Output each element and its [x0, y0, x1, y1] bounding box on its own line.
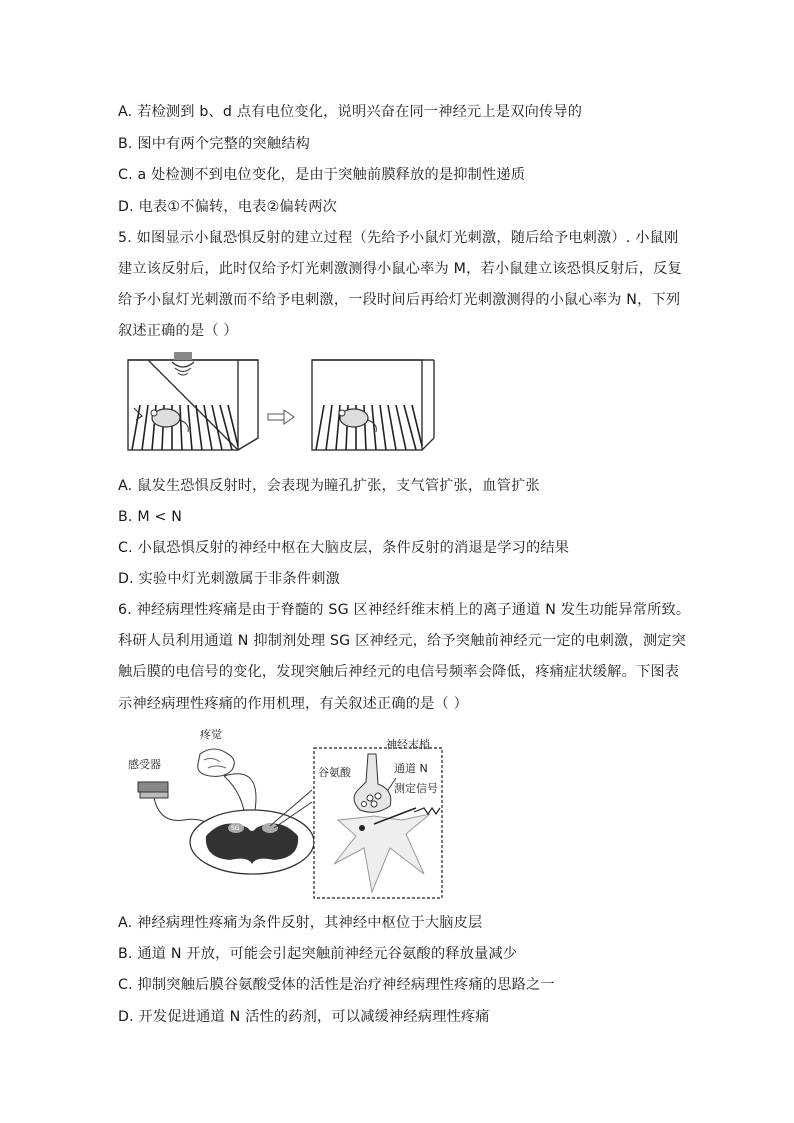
q6-stem-line-1: 6. 神经病理性疼痛是由于脊髓的 SG 区神经纤维末梢上的离子通道 N 发生功能异常所致。: [118, 602, 691, 618]
q6-stem-line-2: 科研人员利用通道 N 抑制剂处理 SG 区神经元，给予突触前神经元一定的电刺激，测定突: [118, 633, 687, 649]
q6-option-a: A. 神经病理性疼痛为条件反射，其神经中枢位于大脑皮层: [118, 915, 483, 931]
arrow-right-icon: [268, 410, 294, 424]
glutamate-label: 谷氨酸: [318, 766, 351, 779]
pain-label: 疼觉: [200, 728, 222, 741]
channel-n-label: 通道 N: [394, 762, 428, 775]
q5-figure-mouse-boxes: [118, 350, 440, 462]
q6-figure-pain-mechanism: [124, 724, 454, 904]
q4-option-c: C. a 处检测不到电位变化，是由于突触前膜释放的是抑制性递质: [118, 167, 526, 183]
brain-icon: [198, 749, 235, 776]
q4-option-b: B. 图中有两个完整的突触结构: [118, 136, 311, 152]
q5-stem-line-2: 建立该反射后，此时仅给予灯光刺激测得小鼠心率为 M，若小鼠建立该恐惧反射后，反复: [118, 261, 682, 277]
sg-label: SG: [231, 825, 240, 832]
q6-option-c: C. 抑制突触后膜谷氨酸受体的活性是治疗神经病理性疼痛的思路之一: [118, 977, 555, 993]
q5-option-d: D. 实验中灯光刺激属于非条件刺激: [118, 571, 340, 587]
q4-option-d: D. 电表①不偏转，电表②偏转两次: [118, 199, 338, 215]
light-bulb-icon: [172, 352, 194, 375]
receptor-icon: [138, 782, 168, 798]
signal-label: 测定信号: [394, 782, 438, 795]
q5-stem-line-1: 5. 如图显示小鼠恐惧反射的建立过程（先给予小鼠灯光刺激，随后给予电刺激）. 小鼠刚: [118, 230, 679, 246]
q5-stem-line-4: 叙述正确的是（ ）: [118, 323, 238, 339]
q5-stem-line-3: 给予小鼠灯光刺激而不给予电刺激，一段时间后再给灯光刺激测得的小鼠心率为 N，下列: [118, 292, 681, 308]
q6-stem-line-3: 触后膜的电信号的变化，发现突触后神经元的电信号频率会降低，疼痛症状缓解。下图表: [118, 664, 680, 680]
q5-option-b: B. M < N: [118, 509, 183, 525]
q6-option-b: B. 通道 N 开放，可能会引起突触前神经元谷氨酸的释放量减少: [118, 946, 518, 962]
receptor-label: 感受器: [128, 758, 161, 771]
spinal-cord-cross-section: [190, 810, 314, 874]
mouse-icon: [339, 409, 376, 432]
q4-option-a: A. 若检测到 b、d 点有电位变化，说明兴奋在同一神经元上是双向传导的: [118, 104, 583, 120]
terminal-label: 神经末梢: [386, 738, 430, 751]
q6-stem-line-4: 示神经病理性疼痛的作用机理，有关叙述正确的是（ ）: [118, 696, 469, 712]
q6-option-d: D. 开发促进通道 N 活性的药剂，可以减缓神经病理性疼痛: [118, 1009, 490, 1025]
q5-option-a: A. 鼠发生恐惧反射时，会表现为瞳孔扩张，支气管扩张，血管扩张: [118, 478, 540, 494]
q5-option-c: C. 小鼠恐惧反射的神经中枢在大脑皮层，条件反射的消退是学习的结果: [118, 540, 570, 556]
